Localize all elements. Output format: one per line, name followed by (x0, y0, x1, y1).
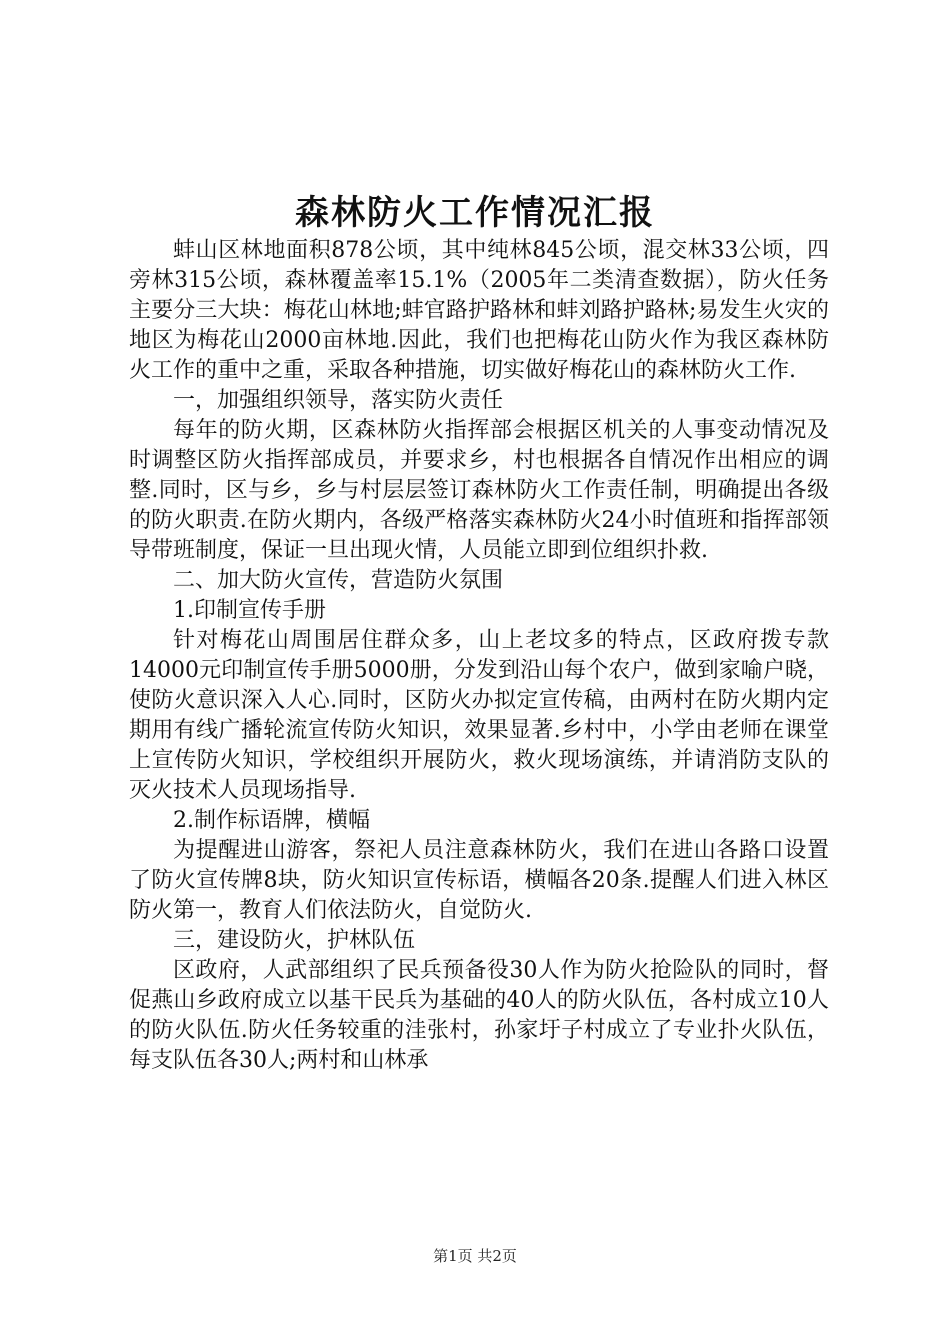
paragraph: 区政府，人武部组织了民兵预备役30人作为防火抢险队的同时，督促燕山乡政府成立以基干民兵为基础的40人的防火队伍，各村成立10人的防火队伍.防火任务较重的洼张村，孙家圩子村成立了专业扑火队伍，每支队伍各30人;两村和山林承 (129, 958, 829, 1073)
section-heading: 二、加大防火宣传，营造防火氛围 (173, 568, 504, 593)
page-footer: 第1页 共2页 (433, 1247, 517, 1265)
paragraph: 针对梅花山周围居住群众多，山上老坟多的特点，区政府拨专款14000元印制宣传手册5000册，分发到沿山每个农户，做到家喻户晓，使防火意识深入人心.同时，区防火办拟定宣传稿，由两村在防火期内定期用有线广播轮流宣传防火知识，效果显著.乡村中，小学由老师在课堂上宣传防火知识，学校组织开展防火，救火现场演练，并请消防支队的灭火技术人员现场指导. (129, 628, 829, 803)
paragraph: 为提醒进山游客，祭祀人员注意森林防火，我们在进山各路口设置了防火宣传牌8块，防火知识宣传标语，横幅各20条.提醒人们进入林区防火第一，教育人们依法防火，自觉防火. (129, 838, 829, 923)
subsection-heading: 2.制作标语牌，横幅 (173, 808, 370, 833)
document-title: 森林防火工作情况汇报 (295, 193, 655, 233)
section-heading: 三，建设防火，护林队伍 (173, 928, 416, 953)
paragraph: 每年的防火期，区森林防火指挥部会根据区机关的人事变动情况及时调整区防火指挥部成员，并要求乡，村也根据各自情况作出相应的调整.同时，区与乡，乡与村层层签订森林防火工作责任制，明确提出各级的防火职责.在防火期内，各级严格落实森林防火24小时值班和指挥部领导带班制度，保证一旦出现火情，人员能立即到位组织扑救. (129, 418, 829, 563)
paragraph: 蚌山区林地面积878公顷，其中纯林845公顷，混交林33公顷，四旁林315公顷，森林覆盖率15.1%（2005年二类清查数据），防火任务主要分三大块：梅花山林地;蚌官路护路林和蚌刘路护路林;易发生火灾的地区为梅花山2000亩林地.因此，我们也把梅花山防火作为我区森林防火工作的重中之重，采取各种措施，切实做好梅花山的森林防火工作. (129, 238, 829, 383)
section-heading: 一，加强组织领导，落实防火责任 (173, 388, 504, 413)
subsection-heading: 1.印制宣传手册 (173, 598, 326, 623)
document-body (129, 236, 829, 1076)
